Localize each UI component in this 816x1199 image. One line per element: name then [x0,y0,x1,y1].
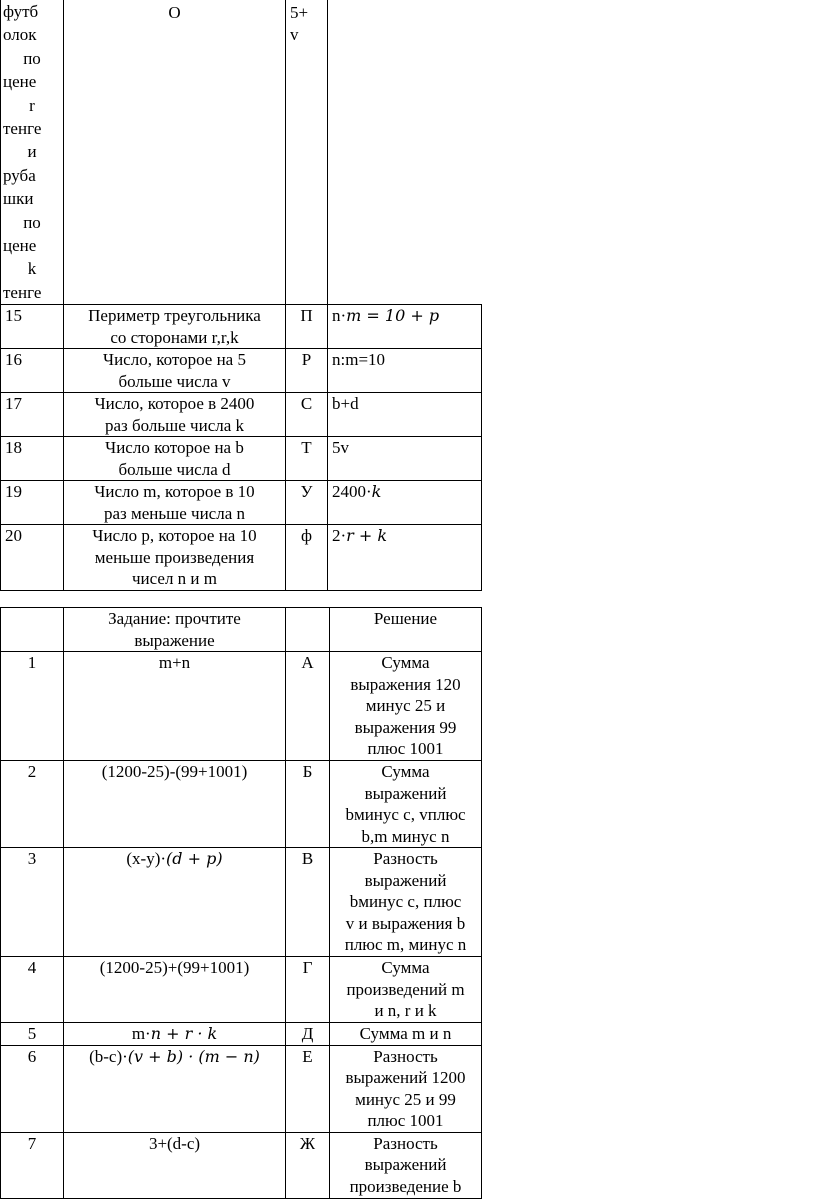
cell-solution: Разность выражений 1200 минус 25 и 99 плюс 1001 [330,1045,482,1132]
cell-expression: (1200-25)+(99+1001) [64,957,286,1023]
cell-expression: (b-c)·(v + b) · (m − n) [64,1045,286,1132]
table-row [1,481,482,525]
header-solution: Решение [330,608,482,652]
cell-solution: Сумма произведений m и n, r и k [330,957,482,1023]
cell-letter: Г [286,957,330,1023]
table-row [1,1132,482,1198]
cell-solution: Сумма выражения 120 минус 25 и выражения 99 плюс 1001 [330,652,482,761]
cell-num: 6 [1,1045,64,1132]
table-row [1,0,482,305]
cell-letter: Б [286,761,330,848]
cell-text: Число которое на b больше числа d [64,437,286,481]
cell-text: Число, которое на 5 больше числа v [64,349,286,393]
cell-num: 2 [1,761,64,848]
cell-letter: Д [286,1023,330,1046]
table-row [1,525,482,591]
cell-letter: Е [286,1045,330,1132]
cell-text: Число p, которое на 10 меньше произведения чисел n и m [64,525,286,591]
cell-num: 15 [1,305,64,349]
table-row [1,1045,482,1132]
cell-expression: 5v [328,437,482,481]
cell-num: 3 [1,848,64,957]
table-header-row [1,608,482,652]
cell-expression: b+d [328,393,482,437]
cell-expression: 3+(d-c) [64,1132,286,1198]
cell-empty [328,0,482,305]
table-2 [0,607,482,1199]
cell-letter: С [286,393,328,437]
cell-num: 19 [1,481,64,525]
cell-num: 1 [1,652,64,761]
cell-expression: (x-y)·(d + p) [64,848,286,957]
cell-expression: n·m = 10 + p [328,305,482,349]
cell-num: 4 [1,957,64,1023]
cell-num: 7 [1,1132,64,1198]
table-row [1,1023,482,1046]
header-col1 [1,608,64,652]
header-col3 [286,608,330,652]
cell-expression: n:m=10 [328,349,482,393]
table-row [1,761,482,848]
header-task: Задание: прочтите выражение [64,608,286,652]
cell-letter: Т [286,437,328,481]
cell-continued-col1: футб олок по цене r тенге и руба шки по цене k тенге [1,0,64,305]
cell-continued-col2: О [64,0,286,305]
table-row [1,957,482,1023]
cell-letter: В [286,848,330,957]
cell-num: 17 [1,393,64,437]
table-row [1,652,482,761]
cell-solution: Разность выражений bминус c, плюс v и выражения b плюс m, минус n [330,848,482,957]
cell-letter: А [286,652,330,761]
table-row [1,848,482,957]
cell-num: 16 [1,349,64,393]
cell-solution: Сумма m и n [330,1023,482,1046]
cell-solution: Разность выражений произведение b [330,1132,482,1198]
table-row [1,305,482,349]
cell-letter: У [286,481,328,525]
cell-expression: 2400·k [328,481,482,525]
cell-letter: Р [286,349,328,393]
cell-expression: (1200-25)-(99+1001) [64,761,286,848]
cell-solution: Сумма выражений bминус c, vплюс b,m минус n [330,761,482,848]
cell-text: Число m, которое в 10 раз меньше числа n [64,481,286,525]
cell-continued-col3: 5+ v [286,0,328,305]
cell-expression: m·n + r · k [64,1023,286,1046]
cell-letter: ф [286,525,328,591]
table-1 [0,0,482,591]
cell-num: 18 [1,437,64,481]
table-row [1,393,482,437]
cell-expression: 2·r + k [328,525,482,591]
table-row [1,437,482,481]
cell-num: 20 [1,525,64,591]
cell-letter: Ж [286,1132,330,1198]
cell-expression: m+n [64,652,286,761]
table-row [1,349,482,393]
cell-text: Число, которое в 2400 раз больше числа k [64,393,286,437]
cell-text: Периметр треугольника со сторонами r,r,k [64,305,286,349]
cell-letter: П [286,305,328,349]
cell-num: 5 [1,1023,64,1046]
